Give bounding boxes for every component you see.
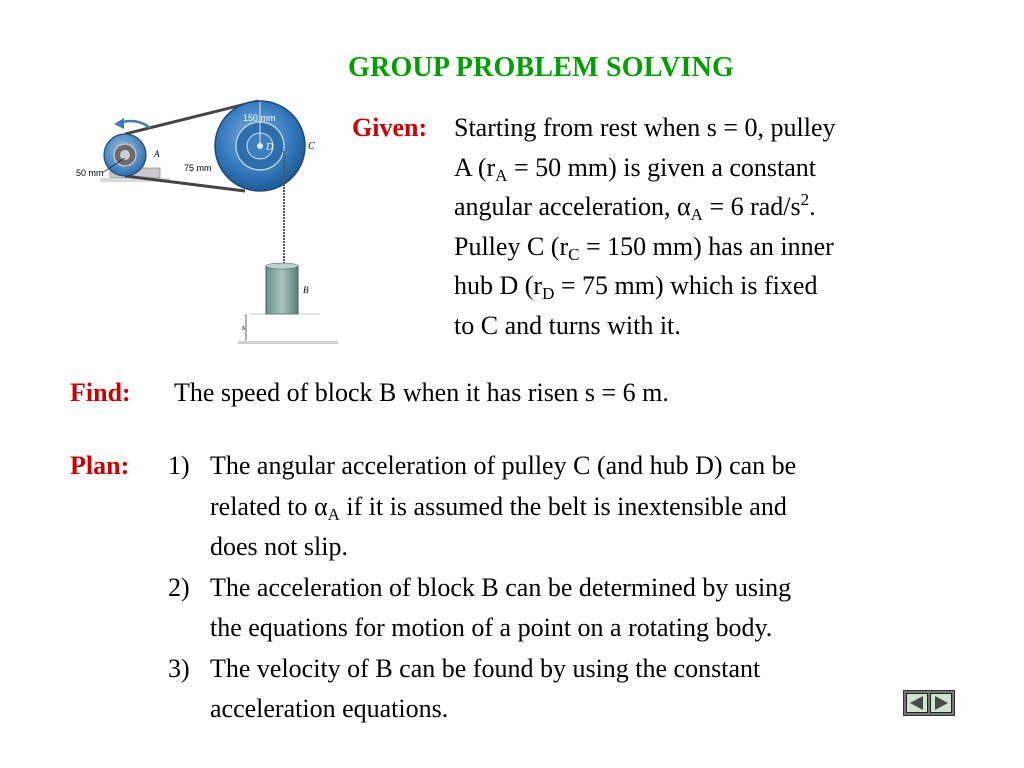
block-b-top: [266, 263, 298, 269]
plan-item-1-line-3: does not slip.: [210, 532, 348, 561]
label-50mm: 50 mm: [76, 168, 104, 178]
given-line-4-post: = 150 mm) has an inner: [579, 231, 834, 261]
given-line-5-sub: D: [542, 284, 555, 303]
given-line-1-text: Starting from rest when s = 0, pulley: [454, 113, 836, 142]
alpha-symbol: α: [313, 491, 328, 521]
given-line-2: [454, 148, 836, 188]
pulley-figure: [70, 96, 355, 358]
given-line-3-pre: angular acceleration,: [454, 192, 678, 221]
label-c: C: [308, 141, 315, 152]
arrow-left-icon: [907, 694, 927, 712]
block-b: [266, 266, 298, 314]
plan-item-1-line-2-pre: related to: [210, 491, 314, 521]
arrow-right-icon: [931, 694, 951, 712]
label-s: s: [242, 323, 246, 332]
plan-item-1-line-2-post: if it is assumed the belt is inextensible and: [339, 491, 787, 521]
given-text: [454, 108, 836, 345]
given-line-6-text: to C and turns with it.: [454, 310, 681, 340]
label-a: A: [154, 149, 160, 159]
given-line-1: [454, 108, 836, 148]
find-label: Find:: [70, 378, 131, 407]
given-line-3: [454, 187, 836, 227]
label-75mm: 75 mm: [184, 163, 212, 173]
rotation-arc: [120, 121, 150, 128]
given-line-3-mid: = 6 rad/s: [702, 192, 801, 221]
plan-item-2-line-2: the equations for motion of a point on a rotating body.: [210, 613, 773, 642]
given-line-2-sub: A: [495, 165, 508, 185]
given-line-3-sub: A: [690, 205, 703, 224]
given-line-2-post: = 50 mm) is given a constant: [507, 152, 817, 182]
plan-item-3-number: 3): [168, 653, 190, 683]
plan-item-2-number: 2): [168, 572, 190, 602]
plan-item-3-line-1: The velocity of B can be found by using the constant: [210, 653, 761, 683]
plan-label: Plan:: [70, 451, 130, 480]
plan-item-1-line-1: The angular acceleration of pulley C (and hub D) can be: [210, 451, 797, 480]
given-line-3-post: .: [809, 192, 816, 221]
given-line-3-sup: 2: [800, 190, 810, 209]
rotation-arrowhead: [114, 118, 124, 129]
given-line-4: [454, 227, 836, 267]
slide-title: GROUP PROBLEM SOLVING: [348, 52, 734, 83]
given-line-5-pre: hub D (r: [454, 271, 543, 300]
find-section: [70, 378, 669, 408]
find-text: The speed of block B when it has risen s = 6 m.: [174, 378, 669, 407]
plan-item-1-line-2: [210, 487, 787, 528]
given-line-6: [454, 306, 836, 346]
alpha-symbol: α: [677, 192, 691, 221]
plan-item-2-line-1: The acceleration of block B can be determined by using: [210, 572, 792, 602]
previous-slide-button[interactable]: [906, 693, 928, 713]
ground-b: [238, 341, 338, 344]
plan-item-3-line-2: acceleration equations.: [210, 694, 449, 723]
given-line-2-pre: A (r: [454, 152, 496, 182]
given-line-4-sub: C: [568, 244, 580, 264]
slide-navigation: [903, 690, 955, 716]
label-d: D: [266, 142, 274, 153]
given-line-4-pre: Pulley C (r: [454, 231, 569, 261]
belt-bottom: [125, 176, 245, 191]
plan-item-1-number: 1): [168, 451, 190, 480]
next-slide-button[interactable]: [930, 693, 952, 713]
plan-item-1-line-2-sub: A: [327, 504, 340, 524]
given-label: Given:: [352, 113, 428, 142]
label-b: B: [303, 285, 309, 295]
given-line-5-post: = 75 mm) which is fixed: [554, 271, 818, 300]
pulley-a-axle: [120, 150, 130, 160]
label-150mm: 150 mm: [243, 113, 276, 123]
given-line-5: [454, 266, 836, 306]
